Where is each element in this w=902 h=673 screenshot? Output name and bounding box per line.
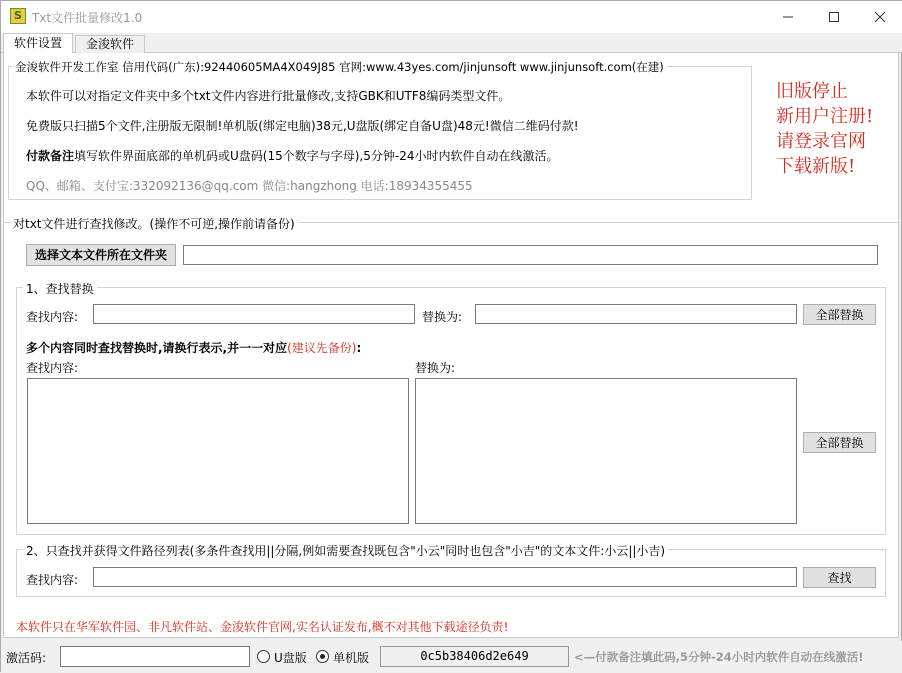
path-search-legend: 2、只查找并获得文件路径列表(多条件查找用||分隔,例如需要查找既包含"小云"同时也包含"小吉"的文本文件:小云||小吉) xyxy=(23,542,668,559)
tab-content xyxy=(3,53,899,638)
replace-legend: 1、查找替换 xyxy=(23,280,97,297)
info-legend: 金浚软件开发工作室 信用代码(广东):92440605MA4X049J85 官网:www.43yes.com/jinjunsoft www.jinjunsoft.com(在建) xyxy=(12,59,667,75)
find-button[interactable]: 查找 xyxy=(803,567,876,588)
close-button[interactable] xyxy=(857,1,902,33)
find-input[interactable] xyxy=(93,304,415,324)
notice-line: 请登录官网 xyxy=(776,131,866,152)
path-search-group xyxy=(16,544,886,597)
pc-version-radio[interactable] xyxy=(316,650,329,663)
multi-replace-all-button[interactable]: 全部替换 xyxy=(803,432,876,453)
payment-note-label: 付款备注 xyxy=(26,149,75,163)
close-icon xyxy=(874,11,886,23)
activation-label: 激活码: xyxy=(6,651,47,665)
notice-line: 旧版停止 xyxy=(776,81,848,102)
machine-code-hint: <—付款备注填此码,5分钟-24小时内软件自动在线激活! xyxy=(574,650,864,664)
modify-legend: 对txt文件进行查找修改。(操作不可逆,操作前请备份) xyxy=(10,215,298,232)
machine-code-field[interactable]: 0c5b38406d2e649 xyxy=(380,646,569,667)
app-icon: S xyxy=(10,8,26,24)
find-label: 查找内容: xyxy=(26,310,79,324)
replace-all-button[interactable]: 全部替换 xyxy=(803,304,876,325)
multi-heading-colon: : xyxy=(356,341,362,355)
multi-replace-label: 替换为: xyxy=(415,361,456,375)
maximize-icon xyxy=(828,11,840,23)
title-bar xyxy=(1,1,902,33)
multi-find-label: 查找内容: xyxy=(26,361,79,375)
notice-line: 下载新版! xyxy=(776,156,856,177)
tab-jinjun-software[interactable]: 金浚软件 xyxy=(75,35,145,53)
activation-code-input[interactable] xyxy=(60,646,250,667)
select-folder-button[interactable]: 选择文本文件所在文件夹 xyxy=(26,244,176,266)
notice-line: 新用户注册! xyxy=(776,106,874,127)
multi-find-textarea[interactable] xyxy=(27,378,409,524)
replace-label: 替换为: xyxy=(422,310,463,324)
payment-note-text: 填写软件界面底部的单机码或U盘码(15个数字与字母),5分钟-24小时内软件自动在线激活。 xyxy=(74,149,559,163)
info-line-1: 本软件可以对指定文件夹中多个txt文件内容进行批量修改,支持GBK和UTF8编码类型文件。 xyxy=(26,89,511,103)
multi-heading-text: 多个内容同时查找替换时,请换行表示,并一一对应 xyxy=(26,341,288,355)
minimize-button[interactable] xyxy=(765,1,811,33)
pc-version-label: 单机版 xyxy=(333,651,370,665)
minimize-icon xyxy=(782,11,794,23)
multi-replace-heading xyxy=(26,339,361,356)
modify-group xyxy=(4,217,898,600)
usb-version-label: U盘版 xyxy=(274,651,307,665)
replace-input[interactable] xyxy=(475,304,797,324)
multi-replace-textarea[interactable] xyxy=(415,378,797,524)
disclaimer-text: 本软件只在华军软件园、非凡软件站、金浚软件官网,实名认证发布,概不对其他下载途径负责! xyxy=(16,620,509,634)
path-find-input[interactable] xyxy=(93,567,797,587)
replace-group xyxy=(16,282,886,535)
backup-hint: (建议先备份) xyxy=(287,341,357,355)
info-group xyxy=(8,60,752,200)
maximize-button[interactable] xyxy=(811,1,857,33)
tab-bar xyxy=(1,33,902,53)
folder-path-input[interactable] xyxy=(183,245,878,265)
contact-info: QQ、邮箱、支付宝:332092136@qq.com 微信:hangzhong 电话:18934355455 xyxy=(26,179,473,193)
path-find-label: 查找内容: xyxy=(26,573,79,587)
usb-version-radio[interactable] xyxy=(257,650,270,663)
old-version-notice xyxy=(776,79,873,179)
tab-settings[interactable]: 软件设置 xyxy=(3,33,73,54)
status-bar xyxy=(1,641,902,673)
window-title: Txt文件批量修改1.0 xyxy=(32,11,143,25)
info-line-3 xyxy=(26,147,558,164)
info-line-2: 免费版只扫描5个文件,注册版无限制!单机版(绑定电脑)38元,U盘版(绑定自备U盘)48元!微信二维码付款! xyxy=(26,119,579,133)
